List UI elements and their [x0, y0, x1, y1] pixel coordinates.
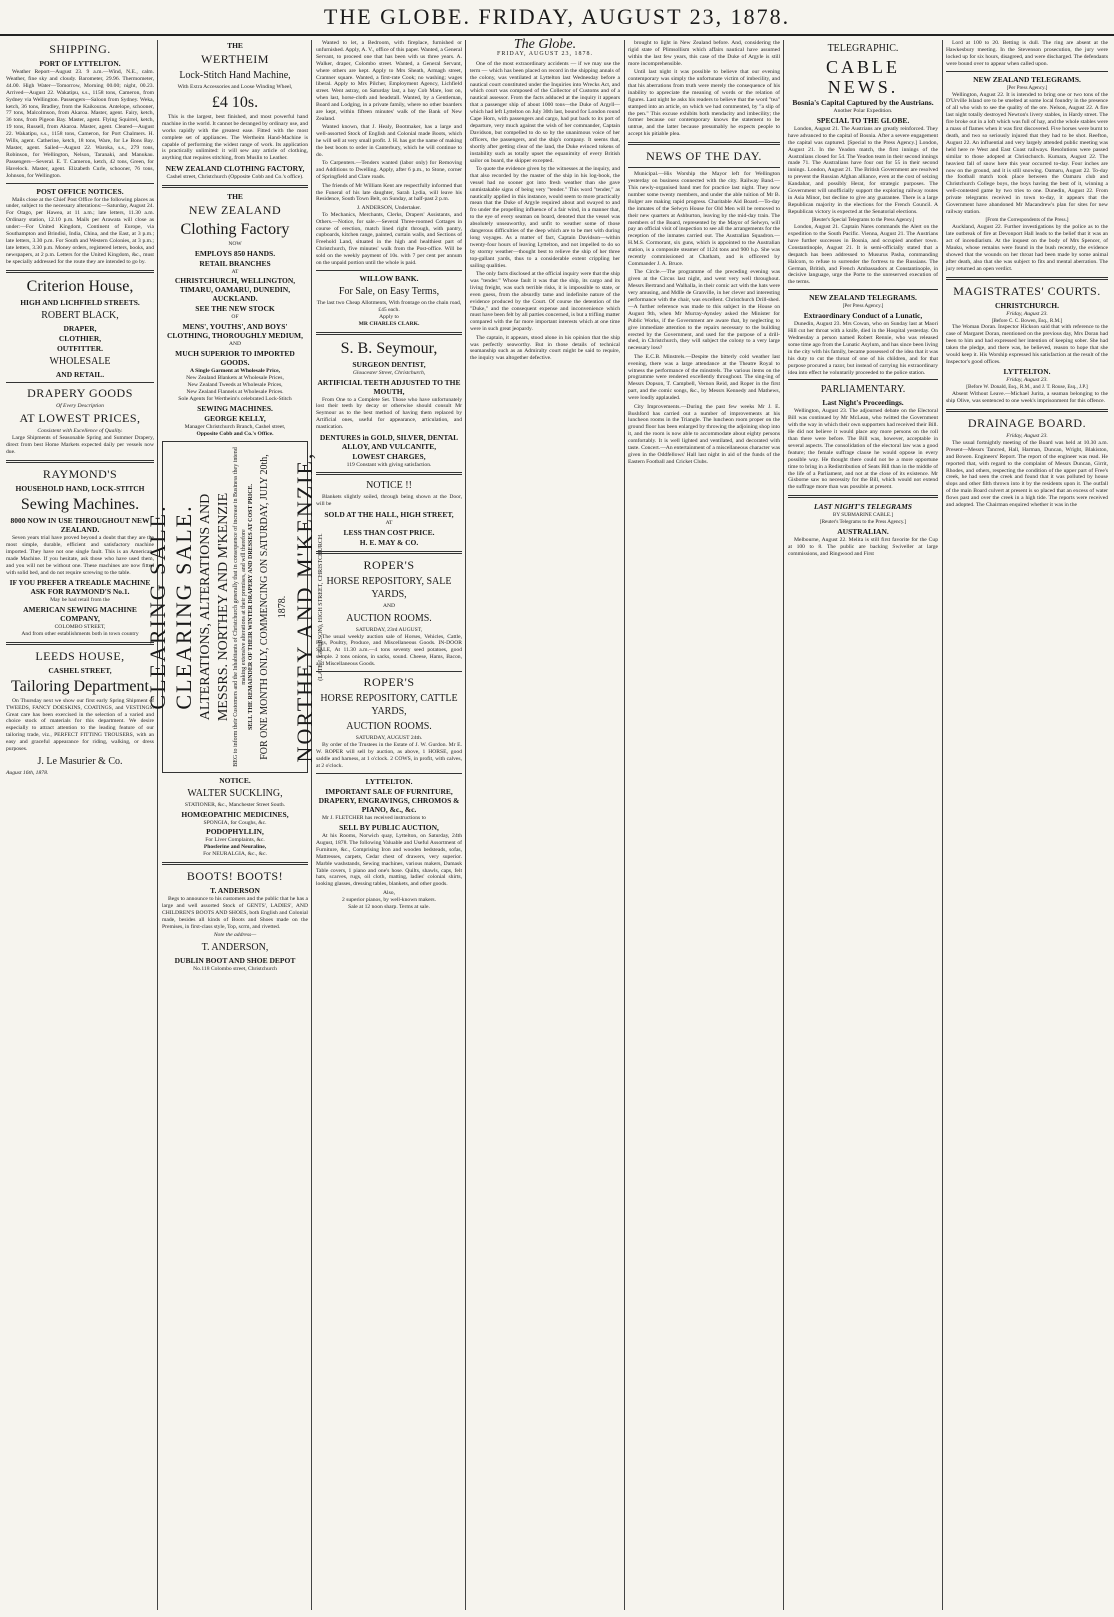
- divider: [316, 773, 462, 774]
- phosferine: Phosferine and Neuraline,: [203, 844, 267, 851]
- nz-telegrams-heading: NEW ZEALAND TELEGRAMS.: [809, 293, 917, 303]
- clearing-sale-ad: [145, 441, 324, 773]
- important-sale: IMPORTANT SALE OF FURNITURE, DRAPERY, ENGRAVINGS, CHROMOS & PIANO, &c., &c.: [318, 786, 460, 814]
- teeth-text: From One to a Complete Set. Those who have unfortunately lost their teeth by decay or otherwise should consult Mr Seymour as to the best method of having them replaced by Artificial ones, useful for appearance, articulation, and mastication.: [316, 396, 462, 431]
- mens: MENS', YOUTHS', AND BOYS' CLOTHING, THOROUGHLY MEDIUM,: [167, 322, 303, 341]
- column-7: [946, 40, 1108, 1610]
- bosnia-sub: Bosnia's Capital Captured by the Austrians.: [792, 98, 934, 107]
- blankets: New Zealand Blankets at Wholesale Prices,: [186, 375, 284, 382]
- constant: 119 Constant with giving satisfaction.: [346, 461, 432, 468]
- of: OF: [231, 314, 239, 321]
- lunatic-heading: Extraordinary Conduct of a Lunatic,: [803, 311, 923, 321]
- horse-repository: HORSE REPOSITORY, SALE YARDS,: [326, 575, 452, 600]
- clearing-line-4: BEG to inform their Customers and the Inhabitants of Christchurch generally that in consequence of increase in Business they intend making extensive alterations at their premises, and will therefore: [233, 446, 247, 767]
- reuters-text: London, August 21. Captain Nares commands the Alert on the expedition to the South Pacific. Vienna, August 21. The Austrians have further successes in Bosnia, and occupied another town. Constantinople, August 21. It is semi-officially stated that a despatch has been addressed to Musurus Pasha, commanding Halcom, to refuse to surrender the fortress to the Russians. The German, British, and French Ambassadors at Constantinople, in decisive language, urge the Porte to the unreserved execution of the terms.: [788, 224, 938, 286]
- neuralgia: For NEURALGIA, &c., &c.: [203, 851, 267, 858]
- column-1: [6, 40, 154, 1610]
- lowest-prices: AT LOWEST PRICES,: [19, 411, 141, 426]
- wertheim-heading: WERTHEIM: [201, 52, 269, 66]
- now: NOW: [228, 240, 242, 247]
- column-4: [470, 37, 620, 1610]
- divider: [788, 379, 938, 380]
- dublin: DUBLIN BOOT AND SHOE DEPOT: [174, 956, 296, 966]
- telegraphic-heading: TELEGRAPHIC.: [827, 43, 899, 54]
- divider: [162, 185, 308, 188]
- allotments: The last two Cheap Allotments, With frontage on the chain road, £45 each.: [316, 300, 462, 313]
- masurier-date: August 16th, 1878.: [6, 770, 49, 776]
- robert-black: ROBERT BLACK,: [41, 309, 119, 321]
- before-line: [Before C. C. Bowen, Esq., R.M.]: [991, 317, 1063, 324]
- and-retail: AND RETAIL.: [55, 369, 105, 379]
- cities: CHRISTCHURCH, WELLINGTON, TIMARU, OAMARU, DUNEDIN, AUCKLAND.: [174, 276, 296, 304]
- last-telegrams-heading: LAST NIGHT'S TELEGRAMS: [814, 502, 912, 512]
- parliamentary-heading: PARLIAMENTARY.: [820, 384, 906, 396]
- divider: [946, 71, 1108, 72]
- ropers-heading: ROPER'S: [363, 557, 415, 572]
- reuters-2: [Reuter's Telegrams to the Press Agency.]: [819, 519, 907, 526]
- seymour-heading: S. B. Seymour,: [340, 339, 438, 357]
- editorial-continuation: brought to light in New Zealand before. And, considering the rigid state of Plimsollism which affairs nautical have assumed within the last few years, this case of the Duke of Argyle is still more incomprehensible.: [628, 40, 780, 67]
- cashel: CASHEL STREET,: [48, 665, 112, 675]
- divider: [316, 671, 462, 672]
- notice: NOTICE.: [219, 775, 251, 785]
- post-office-text: Mails close at the Chief Post Office for the following places as under, subject to the necessary alterations:—Saturday, August 24. For Otago, per Hawea, at 11 a.m.; late letters, 11.30 a.m. Ordinary station, 12.10 p.m. Mails per Arawata will close as under:—For United Kingdom, Continent of Europe, via Southampton and Brindisi, India, China, and the East, at 3 p.m.; late letters, 3.30 p.m. For South and Western Colonies, at 3 p.m.; late letters, 3.30 p.m. Money orders, registered letters, books, and newspapers, at 2 p.m. Letters for the United Kingdom, &c., must be specially addressed for the route they are intended to go by.: [6, 196, 154, 265]
- much: MUCH SUPERIOR TO IMPORTED GOODS.: [175, 349, 295, 368]
- shipping-text: Weather Report—August 23. 9 a.m.—Wind, N.E., calm. Weather, fine sky and cloudy. Barometer, 29.96. Thermometer, 44.00. High Water—Tomorrow, Morning 00.00; night, 00.23. Arrived—August 22. Wakatipu, s.s., 1158 tons, Cameron, from Sydney via Wellington. Passengers—Saloon from Sydney. Weka, ketch, 36 tons, Bradley, from the Kaikouras. Antelope, schooner, 77 tons, Malcolmson, from Akaroa. Master, agent. Fairy, ketch, 36 tons, from Pigeon Bay. Master, agent. Flying Squirrel, ketch, 19 tons, Russell, from Akaroa. Master, agent. Cleared—August 22. Wakatipu, s.s., 1158 tons, Cameron, for Port Chalmers. H. Wills, agent. Catherine, ketch, 18 tons, Ware, for Le Bons Bay. Master, agent. Sailed—August 22. Waroka, s.s., 279 tons, Robinson, for Wellington, Nelson, Taranaki, and Manukau. Passengers—Several. E. T. Cameron, ketch, 42 tons, Green, for Havelock. Master, agent. Elizabeth Curle, schooner, 76 tons, Johnson, for Wellington.: [6, 69, 154, 179]
- news-item: The E.C.B. Minstrels.—Despite the bitterly cold weather last evening, there was a large attendance at the Theatre Royal to witness the performance of the minstrels. The various items on the programme were rendered excellently throughout. The sing-ing of Messrs Dopson, T. Campbell, Vernon Reid, and Roper in the first part, and the comic songs, &c., by Messrs Kennedy and Mathews, were loudly applauded.: [628, 353, 780, 402]
- clearing-line-7: NORTHEY AND M'KENZIE,: [291, 451, 317, 763]
- for-sale: For Sale, on Easy Terms,: [338, 286, 440, 297]
- criterion-heading: Criterion House,: [26, 277, 134, 295]
- news-item: Municipal.—His Worship the Mayor left for Wellington yesterday on business connected with the city. Railway Band.—This newly-organised band met for practice last night. They now number some twenty members, and under the able tuition of Mr B. Bulger are making rapid progress. Charitable Aid Board.—To-day the inmates of the Selwyn House for Old Men will be removed to their new quarters at Ashburton, leaving by the mid-day train. The members of the Board, represented by the Mayor of Selwyn, will pay an official visit of inspection to see all the arrangements for the reception of the inmates carried out. The Australian Squadron.—H.M.S. Cormorant, six guns, which is appointed to the Australian station, is a composite steamer of 1124 tons and 900 h.p. She was recently commissioned at Chatham, and is officered by Commander J. A. Bruce.: [628, 171, 780, 267]
- blankets-text: Blankets slightly soiled, through being shown at the Door, will be: [316, 494, 462, 508]
- globe-title: The Globe.: [513, 37, 577, 52]
- divider: [628, 142, 780, 145]
- willow-bank: WILLOW BANK.: [359, 274, 419, 283]
- raymonds-sub: HOUSEHOLD HAND, LOCK-STITCH: [15, 484, 145, 494]
- divider: [162, 862, 308, 865]
- press-agency: [Per Press Agency.]: [842, 303, 884, 310]
- parliamentary-text: Wellington, August 23. The adjourned debate on the Electoral Bill was continued by Mr McLean, who twitted the Government with the way in which their own supporters had received their Bill. He did not believe it would place any more persons on the roll than there were before. The Bill was, however, acceptable in several aspects. The consolidation of the electoral law was a good feature; the female suffrage clause he would oppose in every possible way. He thought there could not be a more opportune time to bring in a Redistribution of Seats Bill than in the middle of the life of a Parliament, and not at the close of its existence. Mr Gisborne saw no necessity for the Bill, which would not extend the suffrage more than was possible at present.: [788, 408, 938, 491]
- american-heading: AMERICAN SEWING MACHINE COMPANY,: [23, 604, 137, 623]
- may-co: H. E. MAY & CO.: [359, 537, 419, 547]
- the-label: THE: [227, 41, 243, 50]
- clearing-line-5: SELL THE REMAINDER OF THEIR WINTER DRAPERY AND DRESSES AT COST PRICE.: [248, 483, 254, 730]
- dublin-address: No.118 Colombo street, Christchurch: [193, 966, 277, 973]
- american-text: May be had retail from the: [50, 597, 110, 604]
- draper-line-3: OUTFITTER.: [56, 343, 104, 353]
- podophyllin: PODOPHYLLIN,: [206, 827, 264, 837]
- port-heading: PORT OF LYTTELTON.: [39, 59, 121, 68]
- divider: [946, 409, 1108, 412]
- the-label-2: THE: [227, 191, 243, 201]
- clearing-line-1: CLEARING SALE. CLEARING SALE.: [145, 504, 196, 710]
- editorial-dateline: FRIDAY, AUGUST 23, 1878.: [497, 50, 593, 57]
- boots-heading: BOOTS! BOOTS!: [186, 869, 284, 884]
- auction-text: The usual weekly auction sale of Horses, Vehicles, Cattle, Pigs, Poultry, Produce, and Miscellaneous Goods. IN-DOOR SALE, At 11.30 a.m.—4 tons seventy seed potatoes, good sample. 2 tons onions, in sacks, sound. Cheese, Hams, Bacon, and Miscellaneous Goods.: [316, 633, 462, 668]
- terms: Sale at 12 noon sharp. Terms at sale.: [348, 903, 430, 910]
- wanted-text: Wanted to let, a Bedroom, with fireplace, furnished or unfurnished. Apply, A. V., office of this paper. Wanted, a General Servant, to proceed one that has been with us three years. A. Walker, draper, Colombo street. Wanted, a General Servant, where others are kept. Apply to Mrs Sheath, Armagh street, Cramner square. Wanted, a first-rate Cook; no washing; wages liberal. Apply to Mrs Pilcher, Employment Agency, Lichfield street. Went astray, on Saturday last, a bay Cob Mare, lost on, when last, horse-cloth and headstall. Wanted, by a Gentleman, Board and Lodging, in a private family, where no other boarders are kept, within fifteen minutes' walk of the Bank of New Zealand.: [316, 40, 462, 122]
- roper-text: By order of the Trustees in the Estate of J. W. Gurdon. Mr E. W. ROPER will sell by auction, as above, 1 HORSE, good saddle and harness, at 1 o'clock. 2 COWS, in profit, with calves, at 2 o'clock.: [316, 741, 462, 769]
- also: Also,: [383, 889, 395, 896]
- sewing-machines-heading: Sewing Machines.: [20, 496, 140, 514]
- drapery-heading: DRAPERY GOODS: [27, 385, 133, 400]
- divider: [628, 167, 780, 168]
- editorial-paragraph: To quote the evidence given by the witnesses at the inquiry, and that also recorded by the master of the ship in his log-book, the vessel had no sooner got into fresh weather than she gave unmistakable signs of being very "tender." This word "tender," as nautically applied in this instance, would seem to more practically mean that the Duke of Argyle required about and swayed to and fro under the propelling influence of a fair wind, in a manner that, to the eye of every seaman on board, denoted that the vessel was absolutely unseaworthy, and unfit to weather some of those dangerous difficulties of the deep which are to be met with during long voyages. As a matter of fact, Captain Davidson—within twenty-four hours of leaving Lyttelton, and not impelled to do so by stormy weather—thought best to relieve the ship of her three top-gallant yards, thus to a considerable extent crippling her sailing qualities.: [470, 165, 620, 269]
- clearing-line-8: (LATE J. GRIERSON), HIGH STREET, CHRISTCHURCH.: [317, 532, 324, 681]
- sold-at: SOLD AT THE HALL, HIGH STREET,: [324, 509, 454, 519]
- draper-line-1: DRAPER,: [63, 323, 97, 333]
- news-of-the-day-heading: NEWS OF THE DAY.: [646, 149, 762, 164]
- treadle-text: IF YOU PREFER A TREADLE MACHINE ASK FOR RAYMOND'S No.1.: [9, 578, 151, 597]
- mechanics-text: To Mechanics, Merchants, Clerks, Drapers' Assistants, and Others.—Notice, for sale.—Several Three-roomed Cottages in course of erection, match lined right through, with pantry, cupboards, kitchen range, painted, curtain walls, and Sections of Freehold Land, situated in the high and healthiest part of Christchurch, five minutes' walk from the Post-office. Will be sold on the weekly payment of 10s. with 7 per cent per annum on the unpaid portion until the whole is paid.: [316, 211, 462, 267]
- divider: [946, 277, 1108, 280]
- liver: For Liver Complaints, &c.: [205, 837, 265, 844]
- anderson-big: T. ANDERSON,: [201, 942, 269, 954]
- column-divider: [157, 40, 158, 1610]
- sat-date: SATURDAY, 23rd AUGUST,: [355, 626, 423, 633]
- australian-text: Melbourne, August 22. Melita is still first favorite for the Cup at 100 to 8. The public are backing Swiveller at large commissions, and Ringwood and First: [788, 537, 938, 557]
- drapery-sub: Of Every Description: [56, 402, 104, 409]
- christchurch-heading: CHRISTCHURCH.: [995, 300, 1059, 310]
- george-kelly: GEORGE KELLY,: [204, 413, 266, 423]
- healy-text: Wanted known, that J. Healy, Bootmaker, has a large and well-assorted Stock of English and Colonial made Boots, which he will sell at very small profit. J. H. has got the name of making the best boots to order in Canterbury, which he will continue to do.: [316, 124, 462, 158]
- tweeds: New Zealand Tweeds at Wholesale Prices,: [187, 382, 283, 389]
- note-address: Note the address—: [213, 932, 257, 939]
- wertheim-text: This is the largest, best finished, and most powerful hand machine in the world. It cannot be deranged by ordinary use, and works rapidly with the greatest ease. Fitted with the most complete set of appliances. The Wertheim Hand-Machine is capable of performing the widest range of work. Its application is practically unlimited: it will sew any article of clothing, anything that requires stitching, from Muslin to Leather.: [162, 113, 308, 162]
- anderson-undertaker: J. ANDERSON, Undertaker.: [356, 204, 422, 211]
- single-garment: A Single Garment at Wholesale Price,: [189, 368, 280, 375]
- drainage-date: Friday, August 23.: [1006, 432, 1048, 439]
- column-6: [788, 40, 938, 1610]
- editorial-paragraph: The only facts disclosed at the official inquiry were that the ship was "tender." Whose fault it was that the ship, its cargo and its living freight, was such terrible risks, it is impossible to state, or even guess, from the absurdly tame and indefinite nature of the evidence produced by the Court. Of course the detention of the "Duke," and the consequent expense and inconvenience which must have been felt by all parties concerned, is but a trifling matter compared with the far more important interests which at one time were in such great jeopardy.: [470, 271, 620, 333]
- flannels: New Zealand Flannels at Wholesale Prices.: [186, 389, 284, 395]
- column-2: [145, 40, 324, 1610]
- column-divider: [465, 40, 466, 1610]
- criterion-sub: HIGH AND LICHFIELD STREETS.: [20, 297, 140, 307]
- pianos: 2 superior pianos, by well-known makers.: [342, 896, 436, 903]
- apply-to: Apply to: [379, 313, 399, 320]
- press-agency-2: [Per Press Agency.]: [1006, 84, 1048, 91]
- lyttelton-before: [Before W. Donald, Esq., R.M., and J. T. Rouse, Esq., J.P.]: [966, 384, 1088, 391]
- draper-line-2: CLOTHIER,: [58, 333, 102, 343]
- suckling: WALTER SUCKLING,: [187, 787, 283, 799]
- correspondents-heading: [From the Correspondents of the Press.]: [985, 217, 1069, 224]
- lyttelton-date: Friday, August 23.: [1006, 377, 1048, 384]
- magistrates-heading: MAGISTRATES' COURTS.: [953, 283, 1101, 298]
- cable-news-heading: CABLE NEWS.: [825, 57, 900, 97]
- artificial: ARTIFICIAL TEETH ADJUSTED TO THE MOUTH,: [317, 377, 461, 396]
- editorial-paragraph: The captain, it appears, stood alone in his opinion that the ship was perfectly seaworthy. But in those details of technical seamanship such as an Admiralty court might be said to require, the inquiry was altogether defective.: [470, 334, 620, 362]
- horse-repository-2: HORSE REPOSITORY, CATTLE YARDS,: [320, 693, 458, 718]
- homeopathic: HOMŒOPATHIC MEDICINES,: [181, 809, 289, 819]
- sponges: SPONGIA, for Coughs, &c.: [203, 819, 267, 826]
- friday-date: Friday, August 23.: [1006, 310, 1048, 317]
- divider: [6, 460, 154, 463]
- nz-clothing-small: NEW ZEALAND CLOTHING FACTORY,: [165, 163, 305, 173]
- see-new: SEE THE NEW STOCK: [195, 304, 275, 314]
- australian-continuation: Lord at 100 to 20. Betting is dull. The ring are absent at the Hawkesbury meeting. In the Stevenson prosecution, the jury were locked up for six hours, disagreed, and were discharged. The defendants were bound over to appear when called upon.: [946, 40, 1108, 67]
- masthead-title: THE GLOBE. FRIDAY, AUGUST 23, 1878.: [323, 4, 791, 29]
- divider: [6, 183, 154, 184]
- divider: [316, 472, 462, 475]
- divider: [788, 289, 938, 290]
- less-than-cost: LESS THAN COST PRICE.: [343, 527, 435, 537]
- divider: [6, 382, 154, 383]
- suckling-sub: STATIONER, &c., Manchester Street South.: [184, 801, 286, 808]
- lyttelton-heading-2: LYTTELTON.: [1003, 367, 1051, 377]
- column-divider: [783, 40, 784, 1610]
- drainage-text: The usual fortnightly meeting of the Board was held at 10.30 a.m. Present—Messrs Tancred, Hall, Harman, Duncan, Wright, Blakiston, and Bowen. Engineers' Report. The report of the engineer was read. He reported that, with regard to the complaint of Messrs Duncan, Girrit, Rhodes, and others, respecting the condition of the upper part of Free's creek, he had seen the creek and found that it was polluted by house slops and other filth thrown into it by the residents upon it. The outfall of the main Board culvert at present is so placed that an excess of water flows past and over the creek in a high tide. The reports were received and adopted. The Chairman enquired whether it was in the: [946, 439, 1108, 509]
- lunatic-text: Dunedin, August 23. Mrs Cowan, who on Sunday last at Maori Hill cut her throat with a knife, died in the Hospital yesterday. On Wednesday a person named Robert Rennie, who was released some time ago from the Lunatic Asylum, and has since been living in the city with his family, became possessed of the idea that it was his duty to cut the throat of one of his children, and for that purpose procured a razor, but instead of carrying his extraordinary idea into effect he voluntarily proceeded to the police station.: [788, 321, 939, 376]
- american-sub: And from other establishments both in town country: [21, 630, 139, 637]
- fletcher-intro: Mr J. FLETCHER has received instructions to: [322, 814, 426, 821]
- charles-clark: MR CHARLES CLARK.: [358, 320, 420, 327]
- clearing-line-6: FOR ONE MONTH ONLY, COMMENCING ON SATURDAY, JULY 20th, 1878.: [258, 453, 288, 760]
- shipping-heading: SHIPPING.: [49, 42, 111, 56]
- lyttelton-text: Absent Without Leave.—Michael Jurita, a seaman belonging to the ship Olive, was sentenced to one week's imprisonment for this offence.: [946, 391, 1108, 405]
- divider: [316, 551, 462, 554]
- and-label: AND: [382, 602, 396, 609]
- reuters-heading: [Reuter's Special Telegrams to the Press Agency.]: [811, 217, 915, 224]
- nz-telegrams-text: Wellington, August 22. It is intended to bring one or two tons of the D'Urville Island ore to be smelted at some local foundry in the presence of all who wish to see the quality of the ore. Nelson, August 22. A fire last night totally destroyed Newton's livery stables, in Hardy street. The fire broke out in a loft which was full of hay, and the whole stables were a mass of flames when it was first discovered. Five horses were burnt to death, and two so seriously injured that they had to be shot. Reefton, August 22. An influential and very largely attended public meeting was held here re West and East Coast railways. Resolutions were passed similar to those adopted at Christchurch. Kumara, August 22. The heaviest fall of snow here this year occurred to-day. Four inches are now on the ground, and it is still snowing. Oamaru, August 22. To-day the football match took place between the Oamaru club and Christchurch College boys, the boys having the best of it, winning a well-contested game by two tries to one. Dunedin, August 22. From private telegrams received in town to-day, it appears that the Government have abandoned Mr Macandrew's plan for sites for new railway station.: [946, 91, 1108, 215]
- raymonds-text: Seven years trial have proved beyond a doubt that they are the most simple, durable, efficient and satisfactory machine imported. They have not one single fault. This is an American-made Machine. If you hesitate, ask those who have used them, and you will not be without one. These machines are now fitted with solid bed, and do not require screwing to the table.: [6, 535, 154, 576]
- at: AT: [231, 268, 239, 275]
- column-3: [316, 40, 462, 1610]
- surgeon: SURGEON DENTIST,: [352, 359, 426, 369]
- tailoring-heading: Tailoring Department: [11, 677, 149, 695]
- sole-agents: Sole Agents for Wertheim's celebrated Lock-Stitch: [178, 395, 292, 402]
- masurier: J. Le Masurier & Co.: [37, 756, 123, 767]
- divider: [6, 642, 154, 645]
- divider: [316, 332, 462, 335]
- wholesale: WHOLESALE: [49, 355, 111, 367]
- with-extra: With Extra Accessories and Loose Winding Wheel,: [177, 84, 293, 90]
- nz-telegrams-heading-2: NEW ZEALAND TELEGRAMS.: [973, 74, 1081, 84]
- column-5: [628, 40, 780, 1610]
- special-heading: SPECIAL TO THE GLOBE.: [816, 115, 910, 125]
- cable-text: London, August 21. The Austrians are greatly reinforced. They have advanced to the capital of Bosnia. After a severe engagement the capital was captured. [Special to the Press Agency.] London, August 21. In the Yeadon match, the first innings of the Australians closed for 54. The Yeadon team in their second innings made 71. The Australians have four out for 55 in their second innings. London, August 21. The British Government are resolved to prevent the Russian Afghan alliance, even at the cost of seizing Kandahar, and possibly Herat, for strategic purposes. The Government will unofficially support the exploring railway routes in Asia Minor, but decline to give any guarantee. There is a large Republican majority in the elections for the French Council. A Republican victory is expected at the Senatorial elections.: [788, 125, 938, 215]
- tailoring-text: On Thursday next we show our first early Spring Shipment of TWEEDS, FANCY DOESKINS, COATINGS, and VESTINGS. Great care has been exercised in the selection of a varied and choice stock of materials for this department. We desire especially to attract attention to the leading feature of our tailoring trade, viz., PERFECT FITTING TROUSERS, with an easy and graceful appearance for riding, walking, or dress purposes.: [6, 697, 154, 753]
- divider: [316, 270, 462, 271]
- carpenters-text: To Carpenters.—Tenders wanted (labor only) for Removing and Additions to Dwelling. Apply, after 6 p.m., to Stone, corner of Springfield and Clare roads.: [316, 160, 462, 181]
- submarine: BY SUBMARINE CABLE.]: [832, 512, 894, 519]
- editorial-continuation: Until last night it was possible to believe that our evening contemporary was simply the unfortunate victim of imbecility, and that his aberrations from truth were merely the consequence of his inability to appreciate the meaning of words or the relation of figures. Last night he asks his readers to believe that the word "tea" stamped into an article, on which we had commented, by "a slip of the pen." This excuse exhibits both mendacity and imbecility; the former because our contemporary knows the statement to be untrue, and the latter because presumably he expects people to accept his pitiable plea.: [628, 69, 780, 138]
- at-label: AT: [385, 519, 393, 526]
- australian-heading: AUSTRALIAN.: [837, 527, 889, 537]
- auction-rooms-2: AUCTION ROOMS.: [346, 721, 432, 733]
- nz-big: NEW ZEALAND: [188, 202, 282, 217]
- lockstitch-heading: Lock-Stitch Hand Machine,: [179, 70, 291, 81]
- editorial-paragraph: One of the most extraordinary accidents — if we may use the term — which has been placed on record in the shipping annals of the colony, was ventilated at Lyttelton last Wednesday before a nautical court constituted under the Inquiries into Wrecks Act, and which court was composed of the Collector of Customs and of a nautical assessor. From the facts adduced at the inquiry it appears that a passenger ship of about 1000 tons—the Duke of Argyll—which had left Lyttelton on July 30th last, bound for London round Cape Horn, with passengers and cargo, had put back to its port of departure, very much against the wish of her commander, Captain Davidson, but compelled to do so by the unanimous voice of her officers, the passengers, and the ship's company. It seems that, shortly after getting clear of the land, the Duke evinced tokens of instability such as totally upset the equanimity of every British sailor on board, the skipper excepted.: [470, 60, 620, 164]
- clothing-factory-heading: Clothing Factory: [180, 220, 290, 238]
- last-night-heading: Last Night's Proceedings.: [822, 398, 904, 408]
- clearing-line-2: ALTERATIONS, ALTERATIONS AND: [198, 493, 213, 720]
- cashel-address: Cashel street, Christchurch (Opposite Cobb and Co.'s office).: [166, 173, 304, 180]
- raymonds-use: 8000 NOW IN USE THROUGHOUT NEW ZEALAND.: [10, 516, 150, 535]
- notice-heading: NOTICE !!: [366, 480, 412, 492]
- column-divider: [311, 40, 312, 1610]
- retail-branches: RETAIL BRANCHES: [199, 258, 271, 268]
- auction-rooms: AUCTION ROOMS.: [346, 612, 432, 624]
- column-divider: [942, 40, 943, 1610]
- drainage-heading: DRAINAGE BOARD.: [967, 415, 1087, 430]
- lowest: LOWEST CHARGES,: [352, 451, 426, 461]
- polar-sub: Another Polar Expedition.: [833, 108, 893, 114]
- news-item: City Improvements.—During the past few weeks Mr J. E. Bushford has carried out a number of improvements at his luncheon rooms in the Triangle. The luncheon room proper on the ground floor has been enlarged by throwing the adjoining shop into it, and the room is now able to accommodate about eighty persons comfortably. It is well lighted and ventilated, and decorated with taste. Concert.—An entertainment of a miscellaneous character was given in the Oddfellows' Hall last night in aid of the funds of the Eastern Football and Cricket Clubs.: [628, 403, 780, 465]
- news-item: The Circle.—The programme of the preceding evening was given at the Circus last night, and went very well throughout. Messrs Bertrand and Walhalla, in their comic act with the hats were very amusing, and Mdlle de Granville, in her clever and interesting performance with the chair, was excellent. Christchurch Drill-shed.—A further reference was made to this subject in the House on August 9th, when Mr Murray-Aynsley asked the Minister for Public Works, if the Government are aware that, by neglecting to give immediate attention to the repairs necessary to the building erected by the Government, and used for the purpose of a drill-shed, in Christchurch, they will subject the colony to a very large necessary loss?: [628, 269, 780, 352]
- sat-date-2: SATURDAY, AUGUST 24th.: [355, 735, 423, 742]
- lyttelton-heading: LYTTELTON.: [365, 776, 413, 786]
- employs: EMPLOYS 850 HANDS.: [194, 248, 276, 258]
- opposite: Opposite Cobb and Co.'s Office.: [196, 430, 274, 437]
- manager: Manager Christchurch Branch, Cashel street,: [184, 423, 286, 430]
- divider: [788, 495, 938, 498]
- price: £4 10s.: [211, 93, 259, 111]
- anderson-text: Begs to announce to his customers and the public that he has a large and well assorted Stock of GENTS', LADIES', AND CHILDREN'S BOOTS AND SHOES, both English and Colonial made, besides all kinds of Boots and Shoes made on the Premises, in first-class style, Top, scrm, and rivetted.: [162, 896, 308, 930]
- dentures: DENTURES in GOLD, SILVER, DENTAL ALLOY, AND VULCANITE,: [319, 432, 459, 451]
- colombo: COLOMBO STREET,: [54, 623, 106, 630]
- raymonds-heading: RAYMOND'S: [42, 467, 118, 482]
- leeds-heading: LEEDS HOUSE,: [35, 648, 125, 663]
- ropers-heading-2: ROPER'S: [363, 675, 415, 690]
- masthead: [0, 4, 1114, 36]
- clearing-line-3: MESSRS. NORTHEY AND M'KENZIE: [216, 492, 231, 721]
- anderson: T. ANDERSON: [210, 886, 260, 896]
- drapery-text: Large Shipments of Seasonable Spring and Summer Drapery, direct from best Home Markets expected daily per vessels now due.: [6, 435, 154, 456]
- sewing: SEWING MACHINES.: [197, 403, 273, 413]
- and: AND: [228, 341, 242, 348]
- magistrates-text: The Woman Doran. Inspector Hickson said that with reference to the case of Margaret Doran, mentioned on the previous day, Mrs Doran had been to him and had expressed her intention of keeping sober. She had taken the pledge, and there was, he believed, reason to hope that she would keep it. His Worship expressed his satisfaction at the result of the Inspector's good offices.: [946, 324, 1108, 365]
- consistent-text: Consistent with Excellence of Quality.: [37, 428, 123, 435]
- correspondents-text: Auckland, August 22. Further investigations by the police as to the late outbreak of fire at Devonport Hall leads to the belief that it was an act of incendiarism. At the inquest on the body of Mrs Spencer, of Mauku, whose remains were found in the bush recently, the evidence showed that the wounds on her throat had been made by some animal after death, also that she was subject to fits and mental aberration. The jury returned an open verdict.: [946, 224, 1108, 272]
- column-divider: [624, 40, 625, 1610]
- sell-by-auction: SELL BY PUBLIC AUCTION,: [339, 822, 439, 832]
- gloucester: Gloucester Street, Christchurch,: [352, 369, 426, 376]
- post-office-heading: POST OFFICE NOTICES.: [36, 186, 124, 196]
- divider: [6, 270, 154, 273]
- fletcher-text: At his Rooms, Norwich quay, Lyttelton, on Saturday, 24th August, 1878. The following Valuable and Useful Assortment of Furniture, &c., Comprising Iron and wooden bedsteads, sofas, Mattresses, carpets, Cedar chest of drawers, very superior. Marble washstands, Sewing machines, various makers, Damask Table covers, 1 piano and one's hose. Quilts, shawls, caps, felt hats, scarves, rugs, oil cloth, matting, ladies' colonial shirts, looking glasses, dressing tables, blankets, and other goods.: [316, 832, 462, 888]
- funeral-text: The friends of Mr William Kent are respectfully informed that the Funeral of his late daughter, Sarah Lydia, will leave his Residence, South Town Belt, on Sunday, at half-past 2 p.m.: [316, 182, 462, 203]
